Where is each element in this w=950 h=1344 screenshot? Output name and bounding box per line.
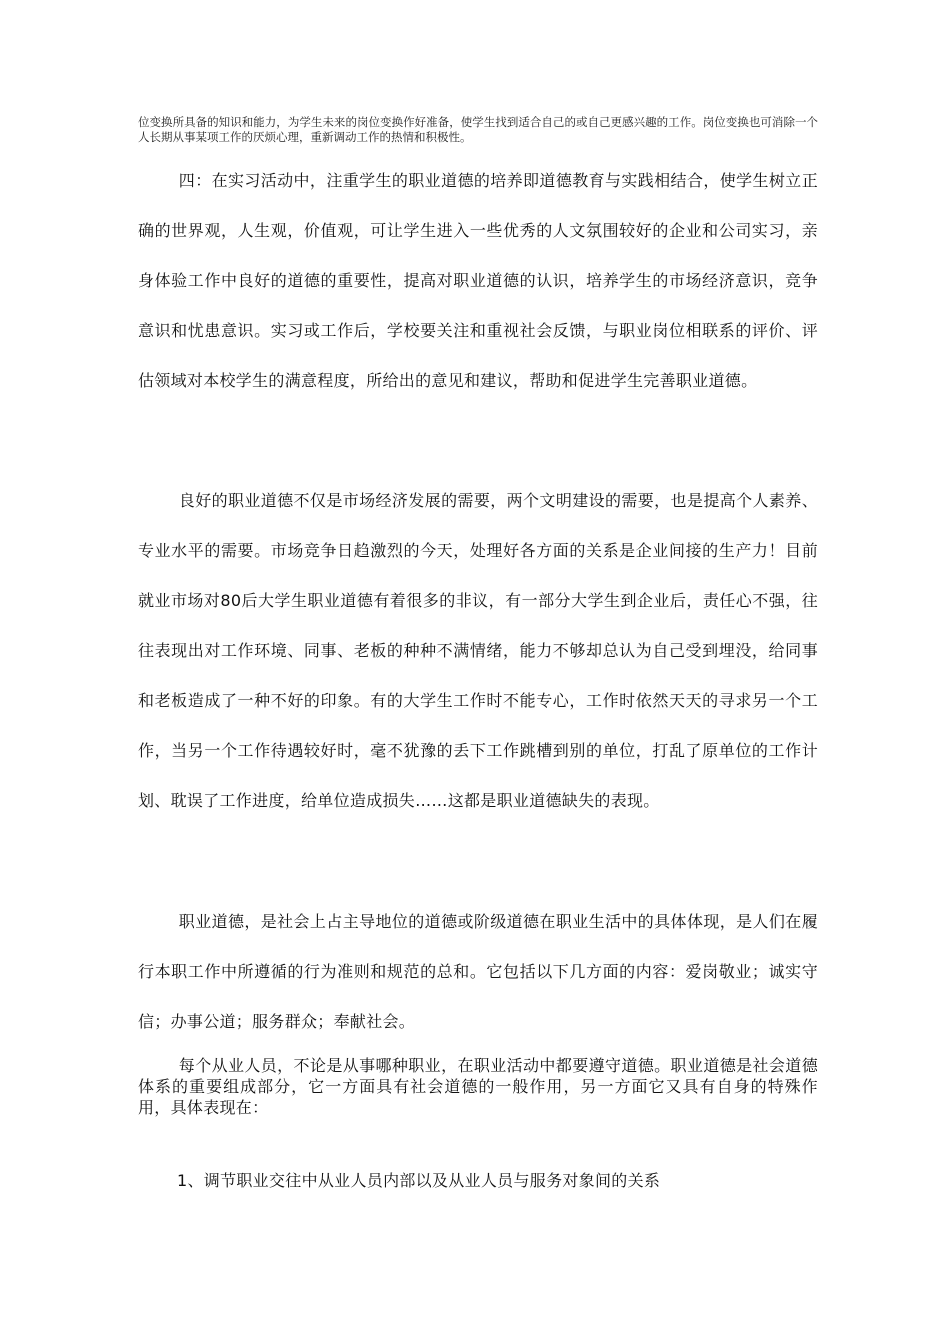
ethics-definition-paragraph: 职业道德，是社会上占主导地位的道德或阶级道德在职业生活中的具体体现，是人们在履行本职工作中所遵循的行为准则和规范的总和。它包括以下几方面的内容：爱岗敬业；诚实守信；办事公道；服务群众；奉献社会。 [138, 912, 818, 1031]
every-worker-paragraph: 每个从业人员，不论是从事哪种职业，在职业活动中都要遵守道德。职业道德是社会道德体系的重要组成部分，它一方面具有社会道德的一般作用，另一方面它又具有自身的特殊作用，具体表现在： [138, 1056, 818, 1117]
list-item-1: 1、调节职业交往中从业人员内部以及从业人员与服务对象间的关系 [177, 1171, 661, 1190]
intro-fragment-paragraph: 位变换所具备的知识和能力，为学生未来的岗位变换作好准备，使学生找到适合自己的或自己更感兴趣的工作。岗位变换也可消除一个人长期从事某项工作的厌烦心理，重新调动工作的热情和积极性。 [138, 115, 818, 144]
good-ethics-paragraph: 良好的职业道德不仅是市场经济发展的需要，两个文明建设的需要，也是提高个人素养、专业水平的需要。市场竞争日趋激烈的今天，处理好各方面的关系是企业间接的生产力！目前就业市场对80后大学生职业道德有着很多的非议，有一部分大学生到企业后，责任心不强，往往表现出对工作环境、同事、老板的种种不满情绪，能力不够却总认为自己受到埋没，给同事和老板造成了一种不好的印象。有的大学生工作时不能专心，工作时依然天天的寻求另一个工作，当另一个工作待遇较好时，毫不犹豫的丢下工作跳槽到别的单位，打乱了原单位的工作计划、耽误了工作进度，给单位造成损失……这都是职业道德缺失的表现。 [138, 491, 818, 810]
section-four-paragraph: 四：在实习活动中，注重学生的职业道德的培养即道德教育与实践相结合，使学生树立正确的世界观，人生观，价值观，可让学生进入一些优秀的人文氛围较好的企业和公司实习，亲身体验工作中良好的道德的重要性，提高对职业道德的认识，培养学生的市场经济意识，竞争意识和忧患意识。实习或工作后，学校要关注和重视社会反馈，与职业岗位相联系的评价、评估领域对本校学生的满意程度，所给出的意见和建议，帮助和促进学生完善职业道德。 [138, 171, 818, 390]
